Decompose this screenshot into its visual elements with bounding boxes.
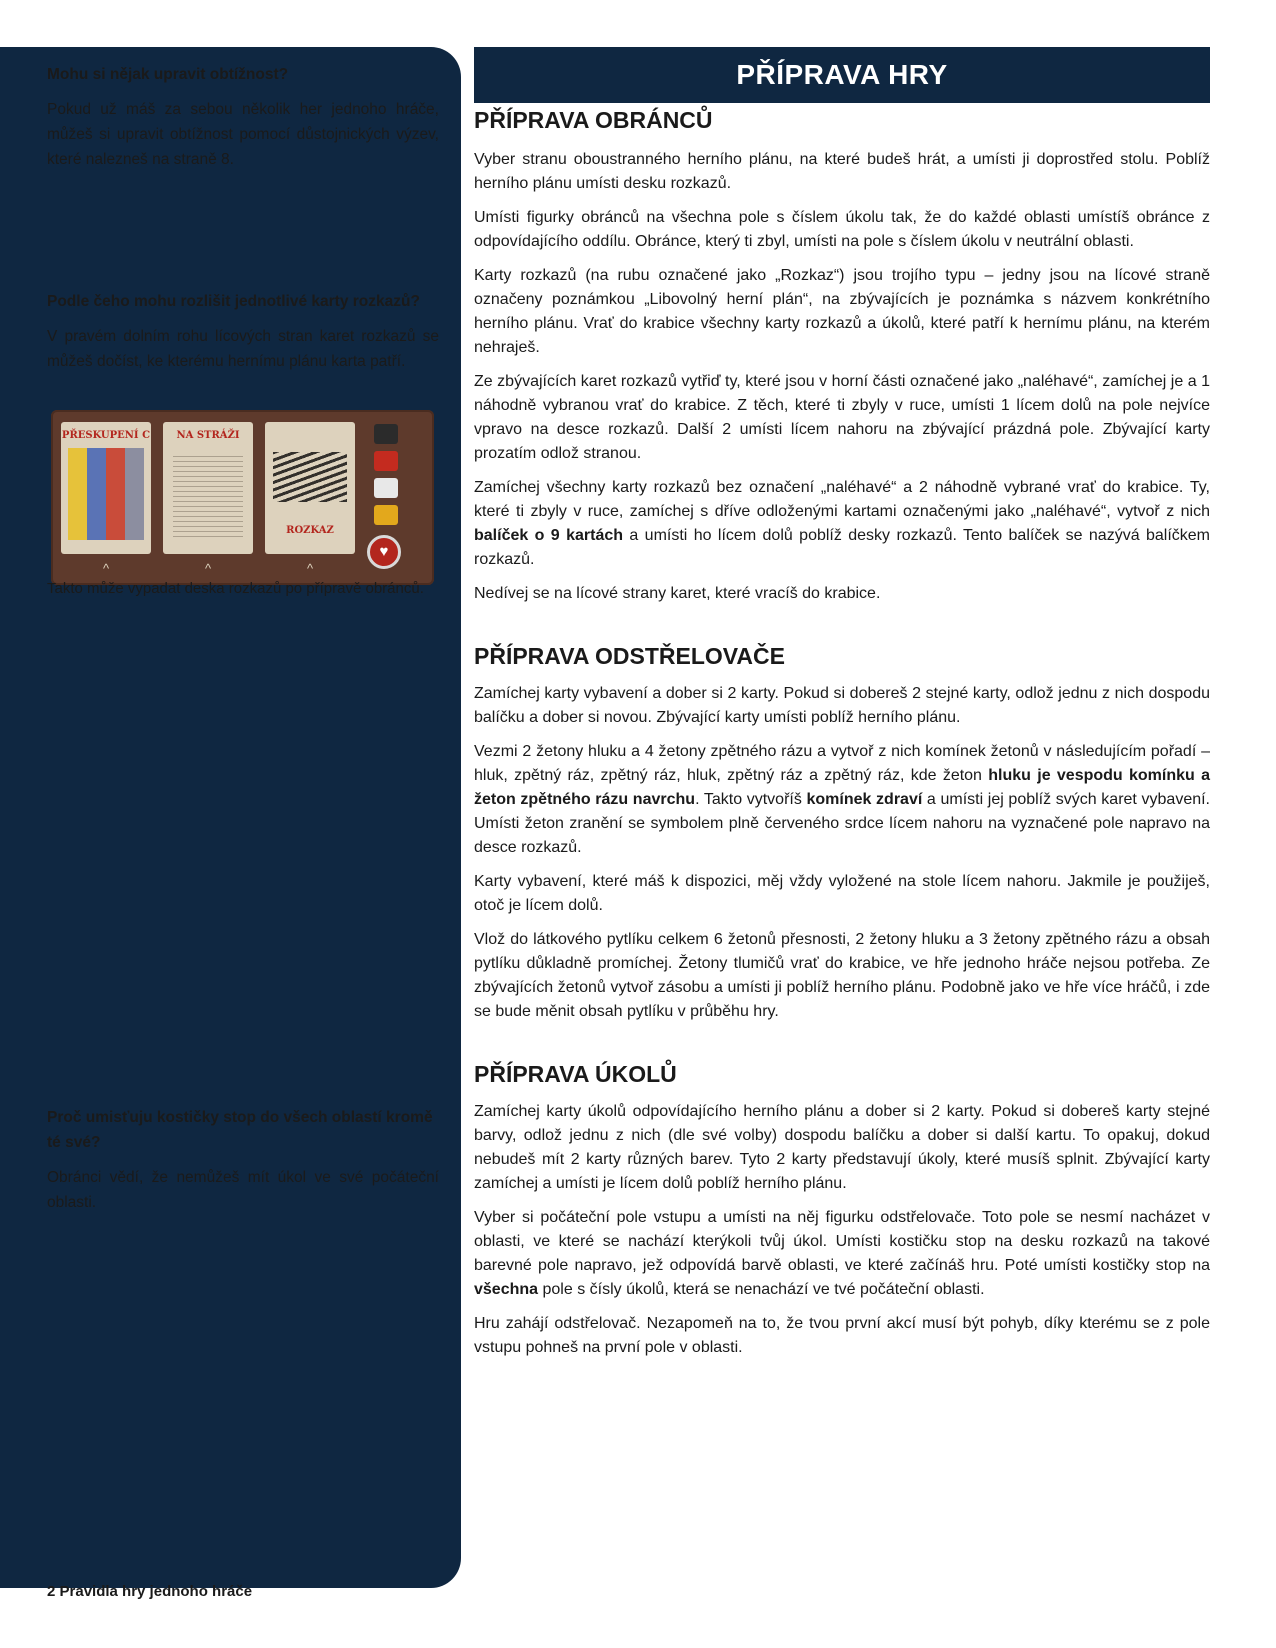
- color-field-white: [374, 478, 398, 498]
- text-run: pole s čísly úkolů, která se nenachází ve tvé počáteční oblasti.: [538, 1281, 985, 1298]
- double-chevron-up-icon: ^: [204, 561, 212, 576]
- paragraph: Karty rozkazů (na rubu označené jako „Rozkaz“) jsou trojího typu – jedny jsou na lícové straně označeny poznámkou „Libovolný herní plán“, na zbývajících je poznámka s názvem konkrétního herního plánu. Vrať do krabice všechny karty rozkazů a úkolů, které patří k hernímu plánu, na kterém nehraješ.: [474, 267, 1210, 356]
- paragraph: Vyber stranu oboustranného herního plánu, na které budeš hrát, a umísti ji doprostřed stolu. Poblíž herního plánu umísti desku rozkazů.: [474, 151, 1210, 192]
- faq-order-cards: [47, 289, 439, 374]
- page-footer: [47, 1583, 252, 1600]
- text-run: Zamíchej všechny karty rozkazů bez označení „naléhavé“ a 2 náhodně vybrané vrať do krabice. Ty, které ti zbyly v ruce, zamíchej s dříve odloženými kartami označenými jako „naléhavé“, vytvoř z nich: [474, 479, 1210, 520]
- text-run: . Takto vytvoříš: [695, 791, 807, 808]
- faq-answer: V pravém dolním rohu lícových stran karet rozkazů se můžeš dočíst, ke kterému hernímu plánu karta patří.: [47, 328, 439, 370]
- emphasis: komínek zdraví: [806, 791, 923, 808]
- section-heading-defenders: PŘÍPRAVA OBRÁNCŮ: [474, 107, 713, 133]
- card-map-image: [68, 448, 144, 540]
- paragraph: Hru zahájí odstřelovač. Nezapomeň na to, že tvou první akcí musí být pohyb, díky kterému se z pole vstupu pohneš na první pole v oblasti.: [474, 1315, 1210, 1356]
- main-content: [474, 104, 1210, 1370]
- paragraph: Vlož do látkového pytlíku celkem 6 žetonů přesnosti, 2 žetony hluku a 3 žetony zpětného rázu a obsah pytlíku důkladně promíchej. Žetony tlumičů vrať do krabice, ve hře jednoho hráče nejsou potřeba. Ze zbývajících žetonů vytvoř zásobu a umísti ji poblíž herního plánu. Podobně jako ve hře více hráčů, i zde se bude měnit obsah pytlíku v průběhu hry.: [474, 931, 1210, 1020]
- card-title: NA STRÁŽI: [176, 430, 240, 441]
- order-card-guard: [163, 422, 253, 554]
- text-run: Vezmi 2 žetony hluku a 4 žetony zpětného rázu a vytvoř z nich komínek žetonů v následujícím pořadí – hluk, zpětný ráz, zpětný ráz, hluk, zpětný ráz a zpětný ráz, kde žeton: [474, 743, 1210, 784]
- order-board-illustration: [51, 410, 434, 585]
- paragraph: Ze zbývajících karet rozkazů vytřiď ty, které jsou v horní části označené jako „naléhavé“, zamíchej je a 1 náhodně vybranou vrať do krabice. Z těch, které ti zbyly v ruce, umísti 1 lícem dolů na pole nejvíce vpravo na desce rozkazů. Další 2 umísti lícem nahoru na zbývající prázdná pole. Zbývající karty prozatím odlož stranou.: [474, 373, 1210, 462]
- card-title: ROZKAZ: [286, 525, 334, 536]
- page-title-banner: PŘÍPRAVA HRY: [474, 47, 1210, 103]
- order-card-back: [265, 422, 355, 554]
- sidebar-panel: [0, 47, 461, 1588]
- color-field-red: [374, 451, 398, 471]
- text-run: Vyber si počáteční pole vstupu a umísti na něj figurku odstřelovače. Toto pole se nesmí nacházet v oblasti, ve které se nachází kterýkoli tvůj úkol. Umísti kostičku stop na desku rozkazů na takové barevné pole napravo, jež odpovídá barvě oblasti, ve které začínáš hru. Poté umísti kostičky stop na: [474, 1209, 1210, 1274]
- emphasis: balíček o 9 kartách: [474, 527, 624, 544]
- emphasis: všechna: [474, 1281, 539, 1298]
- faq-answer: Pokud už máš za sebou několik her jednoho hráče, můžeš si upravit obtížnost pomocí důstojnických výzev, které nalezneš na straně 8.: [47, 101, 439, 168]
- text-run: a umísti ho lícem dolů poblíž desky rozkazů. Tento balíček se nazývá balíčkem rozkazů.: [474, 527, 1210, 568]
- paragraph: [474, 1206, 1210, 1302]
- faq-stop-cubes: [47, 1105, 439, 1215]
- footer-title: Pravidla hry jednoho hráče: [59, 1583, 253, 1600]
- faq-question: Proč umisťuju kostičky stop do všech oblastí kromě té své?: [47, 1109, 433, 1151]
- card-title: PŘESKUPENÍ C: [61, 430, 151, 441]
- paragraph: Zamíchej karty vybavení a dober si 2 karty. Pokud si dobereš 2 stejné karty, odlož jednu z nich dospodu balíčku a dober si novou. Zbývající karty umísti poblíž herního plánu.: [474, 685, 1210, 726]
- paragraph: Zamíchej karty úkolů odpovídajícího herního plánu a dober si 2 karty. Pokud si dobereš karty stejné barvy, odlož jednu z nich (dle své volby) dospodu balíčku a dober si další kartu. To opakuj, dokud nebudeš mít 2 karty různých barev. Tyto 2 karty představují úkoly, které musíš splnit. Zbývající karty zamíchej a umísti je lícem dolů poblíž herního plánu.: [474, 1103, 1210, 1192]
- order-card-regroup: [61, 422, 151, 554]
- page-number: 2: [47, 1583, 56, 1600]
- faq-answer: Obránci vědí, že nemůžeš mít úkol ve své počáteční oblasti.: [47, 1169, 439, 1211]
- illustration-caption: Takto může vypadat deska rozkazů po přípravě obránců.: [47, 580, 424, 597]
- paragraph: Umísti figurky obránců na všechna pole s číslem úkolu tak, že do každé oblasti umístíš obránce z odpovídajícího oddílu. Obránce, který ti zbyl, umísti na pole s číslem úkolu v neutrální oblasti.: [474, 209, 1210, 250]
- section-heading-tasks: PŘÍPRAVA ÚKOLŮ: [474, 1061, 677, 1087]
- paragraph: [474, 476, 1210, 572]
- paragraph: Nedívej se na lícové strany karet, které vracíš do krabice.: [474, 585, 881, 602]
- heart-token-icon: ♥: [367, 535, 401, 569]
- paragraph: [474, 740, 1210, 860]
- color-field-yellow: [374, 505, 398, 525]
- section-heading-sniper: PŘÍPRAVA ODSTŘELOVAČE: [474, 643, 785, 669]
- paragraph: Karty vybavení, které máš k dispozici, měj vždy vyložené na stole lícem nahoru. Jakmile je použiješ, otoč je lícem dolů.: [474, 873, 1210, 914]
- emphasis: hluku je vespodu komínku a žeton zpětného rázu navrchu: [474, 767, 1211, 808]
- chevron-up-icon: ^: [102, 561, 110, 576]
- color-field-black: [374, 424, 398, 444]
- triple-chevron-up-icon: ^: [306, 561, 314, 576]
- card-text-lines: [173, 452, 243, 540]
- faq-difficulty: [47, 62, 439, 172]
- card-back-emblem: [273, 452, 347, 502]
- faq-question: Mohu si nějak upravit obtížnost?: [47, 66, 289, 83]
- text-run: a umísti jej poblíž svých karet vybavení. Umísti žeton zranění se symbolem plně červeného srdce lícem nahoru na vyznačené pole napravo na desce rozkazů.: [474, 791, 1211, 856]
- faq-question: Podle čeho mohu rozlišit jednotlivé karty rozkazů?: [47, 293, 420, 310]
